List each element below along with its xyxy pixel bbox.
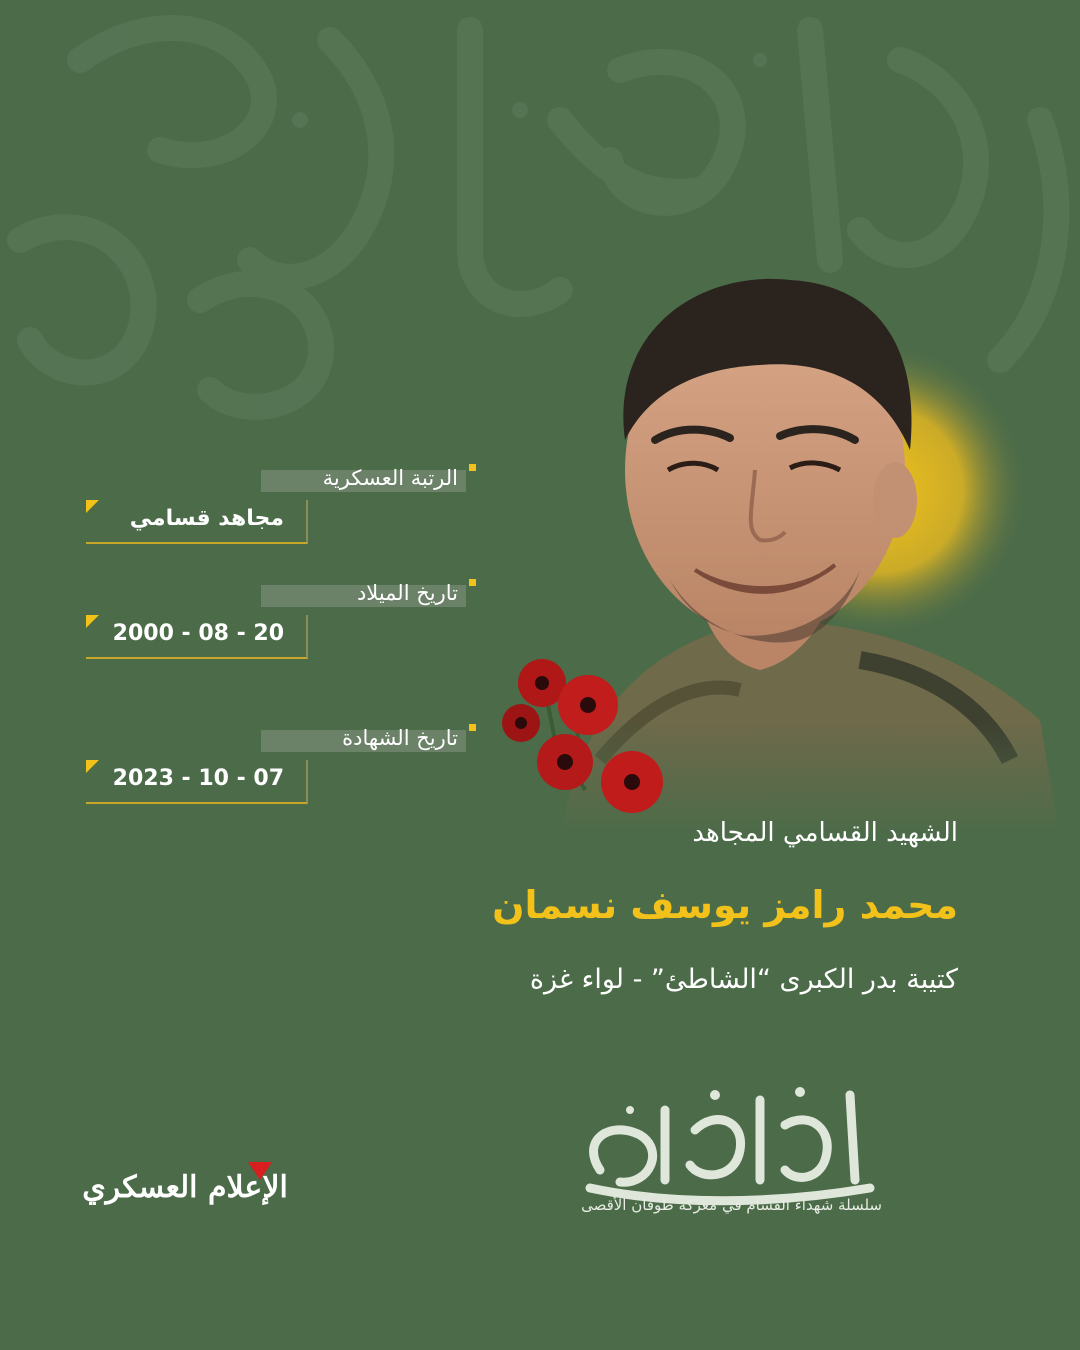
corner-marker <box>86 500 99 513</box>
info-rank <box>86 466 476 560</box>
info-label: الرتبة العسكرية <box>322 466 458 490</box>
military-media-text: الإعلام العسكري <box>82 1170 288 1205</box>
info-value: 2000 - 08 - 20 <box>112 621 284 646</box>
value-box <box>86 615 308 659</box>
info-label: تاريخ الميلاد <box>356 581 458 605</box>
bullet-marker <box>469 579 476 586</box>
info-birth-date <box>86 581 476 675</box>
info-value: 2023 - 10 - 07 <box>112 766 284 791</box>
bullet-marker <box>469 464 476 471</box>
info-value: مجاهد قسامي <box>129 506 284 531</box>
info-martyrdom-date <box>86 726 476 820</box>
info-label: تاريخ الشهادة <box>342 726 458 750</box>
bullet-marker <box>469 724 476 731</box>
martyr-subtitle: الشهيد القسامي المجاهد <box>692 818 958 848</box>
brigade-text: كتيبة بدر الكبرى “الشاطئ” - لواء غزة <box>529 964 958 995</box>
value-box <box>86 760 308 804</box>
corner-marker <box>86 760 99 773</box>
corner-marker <box>86 615 99 628</box>
series-subtitle: سلسلة شهداء القسام في معركة طوفان الأقصى <box>581 1196 882 1214</box>
value-box <box>86 500 308 544</box>
martyr-name: محمد رامز يوسف نسمان <box>492 883 958 927</box>
